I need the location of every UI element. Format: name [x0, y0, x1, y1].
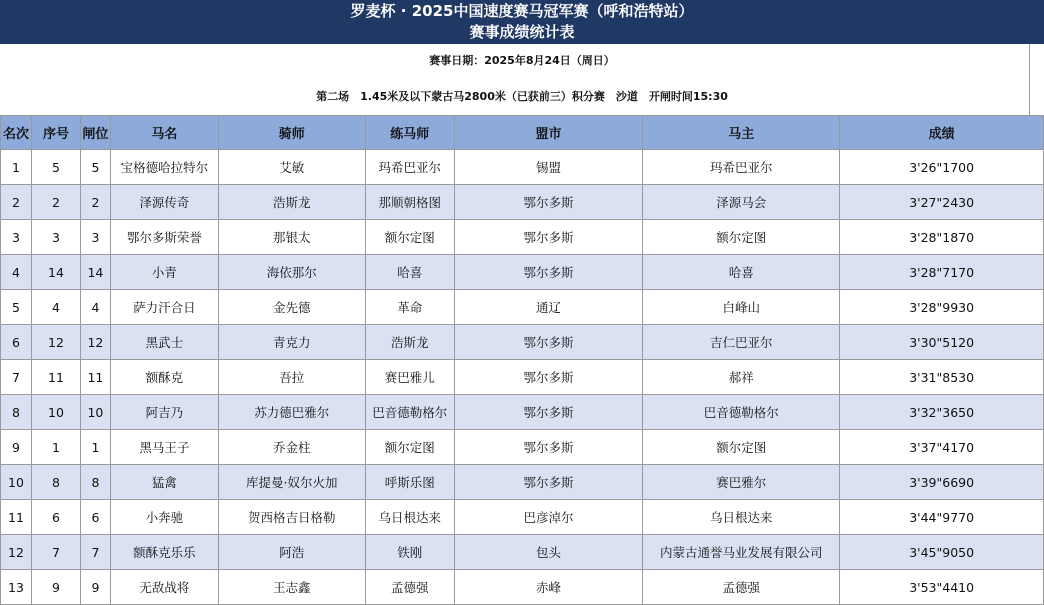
cell-horse-name: 宝格德哈拉特尔	[110, 150, 218, 185]
table-row	[1, 500, 1044, 535]
column-header-owner: 马主	[643, 116, 840, 150]
column-header-finish-time: 成绩	[840, 116, 1044, 150]
cell-number: 2	[31, 185, 80, 220]
cell-finish-time: 3'37"4170	[840, 430, 1044, 465]
cell-rank: 8	[1, 395, 32, 430]
cell-horse-name: 黑武士	[110, 325, 218, 360]
cell-jockey: 吾拉	[218, 360, 365, 395]
cell-rank: 11	[1, 500, 32, 535]
cell-trainer: 乌日根达来	[365, 500, 454, 535]
cell-owner: 赛巴雅尔	[643, 465, 840, 500]
cell-gate: 10	[80, 395, 110, 430]
column-header-trainer: 练马师	[365, 116, 454, 150]
table-row	[1, 325, 1044, 360]
cell-league-city: 通辽	[454, 290, 643, 325]
column-header-rank: 名次	[1, 116, 32, 150]
cell-number: 8	[31, 465, 80, 500]
cell-league-city: 巴彦淖尔	[454, 500, 643, 535]
event-title: 罗麦杯 · 2025中国速度赛马冠军赛（呼和浩特站）	[350, 2, 694, 20]
table-row	[1, 465, 1044, 500]
cell-finish-time: 3'28"1870	[840, 220, 1044, 255]
table-row	[1, 150, 1044, 185]
cell-finish-time: 3'32"3650	[840, 395, 1044, 430]
cell-finish-time: 3'45"9050	[840, 535, 1044, 570]
cell-trainer: 铁刚	[365, 535, 454, 570]
column-header-jockey: 骑师	[218, 116, 365, 150]
cell-number: 7	[31, 535, 80, 570]
cell-horse-name: 小青	[110, 255, 218, 290]
cell-rank: 3	[1, 220, 32, 255]
cell-league-city: 鄂尔多斯	[454, 325, 643, 360]
cell-jockey: 那银太	[218, 220, 365, 255]
table-row	[1, 570, 1044, 605]
cell-finish-time: 3'26"1700	[840, 150, 1044, 185]
cell-gate: 1	[80, 430, 110, 465]
cell-jockey: 艾敏	[218, 150, 365, 185]
cell-owner: 孟德强	[643, 570, 840, 605]
cell-horse-name: 猛禽	[110, 465, 218, 500]
cell-trainer: 孟德强	[365, 570, 454, 605]
cell-league-city: 赤峰	[454, 570, 643, 605]
table-row	[1, 290, 1044, 325]
cell-finish-time: 3'28"9930	[840, 290, 1044, 325]
title-band	[0, 0, 1044, 45]
cell-gate: 14	[80, 255, 110, 290]
cell-number: 1	[31, 430, 80, 465]
cell-finish-time: 3'39"6690	[840, 465, 1044, 500]
table-row	[1, 395, 1044, 430]
cell-horse-name: 小奔驰	[110, 500, 218, 535]
cell-trainer: 浩斯龙	[365, 325, 454, 360]
cell-trainer: 额尔定图	[365, 430, 454, 465]
cell-league-city: 鄂尔多斯	[454, 395, 643, 430]
cell-horse-name: 鄂尔多斯荣誉	[110, 220, 218, 255]
cell-jockey: 海依那尔	[218, 255, 365, 290]
cell-finish-time: 3'27"2430	[840, 185, 1044, 220]
sheet-title: 赛事成绩统计表	[469, 23, 575, 41]
cell-jockey: 库提曼·奴尔火加	[218, 465, 365, 500]
cell-jockey: 苏力德巴雅尔	[218, 395, 365, 430]
cell-number: 12	[31, 325, 80, 360]
cell-owner: 乌日根达来	[643, 500, 840, 535]
cell-league-city: 鄂尔多斯	[454, 430, 643, 465]
cell-league-city: 鄂尔多斯	[454, 255, 643, 290]
cell-owner: 哈喜	[643, 255, 840, 290]
cell-league-city: 鄂尔多斯	[454, 465, 643, 500]
cell-trainer: 哈喜	[365, 255, 454, 290]
cell-horse-name: 萨力汗合日	[110, 290, 218, 325]
cell-number: 6	[31, 500, 80, 535]
cell-owner: 额尔定图	[643, 430, 840, 465]
cell-rank: 10	[1, 465, 32, 500]
cell-gate: 2	[80, 185, 110, 220]
cell-rank: 1	[1, 150, 32, 185]
table-row	[1, 535, 1044, 570]
cell-league-city: 鄂尔多斯	[454, 185, 643, 220]
cell-jockey: 贺西格吉日格勒	[218, 500, 365, 535]
cell-league-city: 包头	[454, 535, 643, 570]
cell-number: 14	[31, 255, 80, 290]
cell-finish-time: 3'53"4410	[840, 570, 1044, 605]
cell-rank: 4	[1, 255, 32, 290]
cell-trainer: 那顺朝格图	[365, 185, 454, 220]
cell-number: 9	[31, 570, 80, 605]
cell-gate: 9	[80, 570, 110, 605]
cell-number: 10	[31, 395, 80, 430]
cell-number: 4	[31, 290, 80, 325]
cell-gate: 4	[80, 290, 110, 325]
cell-league-city: 鄂尔多斯	[454, 360, 643, 395]
cell-finish-time: 3'31"8530	[840, 360, 1044, 395]
sheet-border	[1029, 44, 1030, 115]
cell-horse-name: 额酥克乐乐	[110, 535, 218, 570]
cell-horse-name: 阿吉乃	[110, 395, 218, 430]
cell-league-city: 锡盟	[454, 150, 643, 185]
race-info: 第二场 1.45米及以下蒙古马2800米（已获前三）积分赛 沙道 开闸时间15:30	[0, 78, 1044, 116]
cell-jockey: 金先德	[218, 290, 365, 325]
cell-gate: 11	[80, 360, 110, 395]
cell-gate: 5	[80, 150, 110, 185]
cell-owner: 内蒙古通誉马业发展有限公司	[643, 535, 840, 570]
cell-horse-name: 黑马王子	[110, 430, 218, 465]
race-date: 赛事日期：2025年8月24日（周日）	[0, 44, 1044, 79]
cell-rank: 6	[1, 325, 32, 360]
cell-owner: 巴音德勒格尔	[643, 395, 840, 430]
cell-horse-name: 泽源传奇	[110, 185, 218, 220]
table-body	[1, 150, 1044, 605]
cell-trainer: 额尔定图	[365, 220, 454, 255]
cell-jockey: 青克力	[218, 325, 365, 360]
column-header-number: 序号	[31, 116, 80, 150]
cell-gate: 7	[80, 535, 110, 570]
cell-number: 11	[31, 360, 80, 395]
cell-jockey: 王志鑫	[218, 570, 365, 605]
results-table	[0, 115, 1044, 605]
cell-rank: 2	[1, 185, 32, 220]
cell-trainer: 革命	[365, 290, 454, 325]
cell-number: 5	[31, 150, 80, 185]
cell-number: 3	[31, 220, 80, 255]
column-header-league-city: 盟市	[454, 116, 643, 150]
cell-horse-name: 额酥克	[110, 360, 218, 395]
column-header-gate: 闸位	[80, 116, 110, 150]
cell-finish-time: 3'30"5120	[840, 325, 1044, 360]
table-row	[1, 360, 1044, 395]
cell-rank: 7	[1, 360, 32, 395]
cell-owner: 额尔定图	[643, 220, 840, 255]
cell-rank: 12	[1, 535, 32, 570]
cell-owner: 郝祥	[643, 360, 840, 395]
cell-league-city: 鄂尔多斯	[454, 220, 643, 255]
cell-gate: 3	[80, 220, 110, 255]
cell-trainer: 巴音德勒格尔	[365, 395, 454, 430]
cell-owner: 泽源马会	[643, 185, 840, 220]
cell-jockey: 浩斯龙	[218, 185, 365, 220]
cell-rank: 13	[1, 570, 32, 605]
table-row	[1, 430, 1044, 465]
cell-finish-time: 3'28"7170	[840, 255, 1044, 290]
cell-owner: 白峰山	[643, 290, 840, 325]
cell-trainer: 呼斯乐图	[365, 465, 454, 500]
table-row	[1, 185, 1044, 220]
cell-gate: 12	[80, 325, 110, 360]
cell-jockey: 乔金柱	[218, 430, 365, 465]
cell-trainer: 赛巴雅儿	[365, 360, 454, 395]
cell-rank: 5	[1, 290, 32, 325]
cell-jockey: 阿浩	[218, 535, 365, 570]
cell-trainer: 玛希巴亚尔	[365, 150, 454, 185]
cell-owner: 吉仁巴亚尔	[643, 325, 840, 360]
cell-finish-time: 3'44"9770	[840, 500, 1044, 535]
column-header-horse-name: 马名	[110, 116, 218, 150]
table-row	[1, 220, 1044, 255]
cell-horse-name: 无敌战将	[110, 570, 218, 605]
table-row	[1, 255, 1044, 290]
cell-gate: 8	[80, 465, 110, 500]
cell-owner: 玛希巴亚尔	[643, 150, 840, 185]
cell-rank: 9	[1, 430, 32, 465]
cell-gate: 6	[80, 500, 110, 535]
table-header-row	[1, 116, 1044, 150]
